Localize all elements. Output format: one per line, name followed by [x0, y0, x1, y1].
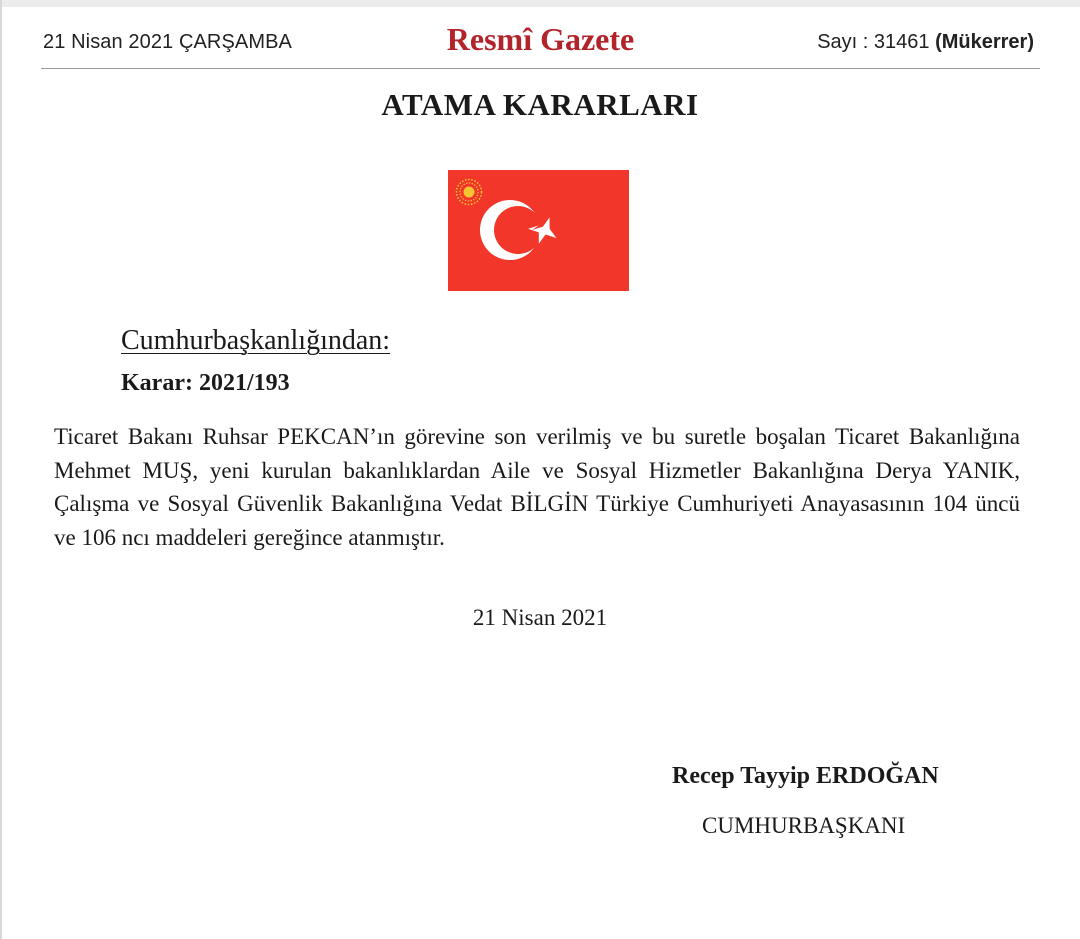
- left-edge: [0, 0, 2, 939]
- issue-suffix: (Mükerrer): [935, 31, 1034, 53]
- decree-date: 21 Nisan 2021: [472, 605, 608, 630]
- section-title: ATAMA KARARLARI: [381, 87, 699, 122]
- top-strip: [0, 0, 1080, 7]
- decision-number: Karar: 2021/193: [121, 370, 290, 396]
- header-date: 21 Nisan 2021 ÇARŞAMBA: [43, 31, 292, 53]
- gazette-title: Resmî Gazete: [446, 21, 635, 57]
- gazette-header: [41, 14, 1040, 69]
- issue-prefix: Sayı : 31461: [817, 31, 930, 53]
- signer-title: CUMHURBAŞKANI: [702, 813, 906, 838]
- decree-body: Ticaret Bakanı Ruhsar PEKCAN’ın görevine son verilmiş ve bu suretle boşalan Ticaret Bakanlığına Mehmet MUŞ, yeni kurulan bakanlıklardan Aile ve Sosyal Hizmetler Bakanlığına Derya YANIK, Çalışma ve Sosyal Güvenlik Bakanlığına Vedat BİLGİN Türkiye Cumhuriyeti Anayasasının 104 üncü ve 106 ncı maddeleri gereğince atanmıştır.: [54, 424, 1020, 550]
- issuing-authority: Cumhurbaşkanlığından:: [121, 325, 391, 356]
- presidential-emblem-icon: [457, 180, 482, 205]
- signer-name: Recep Tayyip ERDOĞAN: [672, 763, 939, 789]
- issue-number: [817, 31, 1034, 54]
- turkish-flag-icon: [448, 170, 629, 291]
